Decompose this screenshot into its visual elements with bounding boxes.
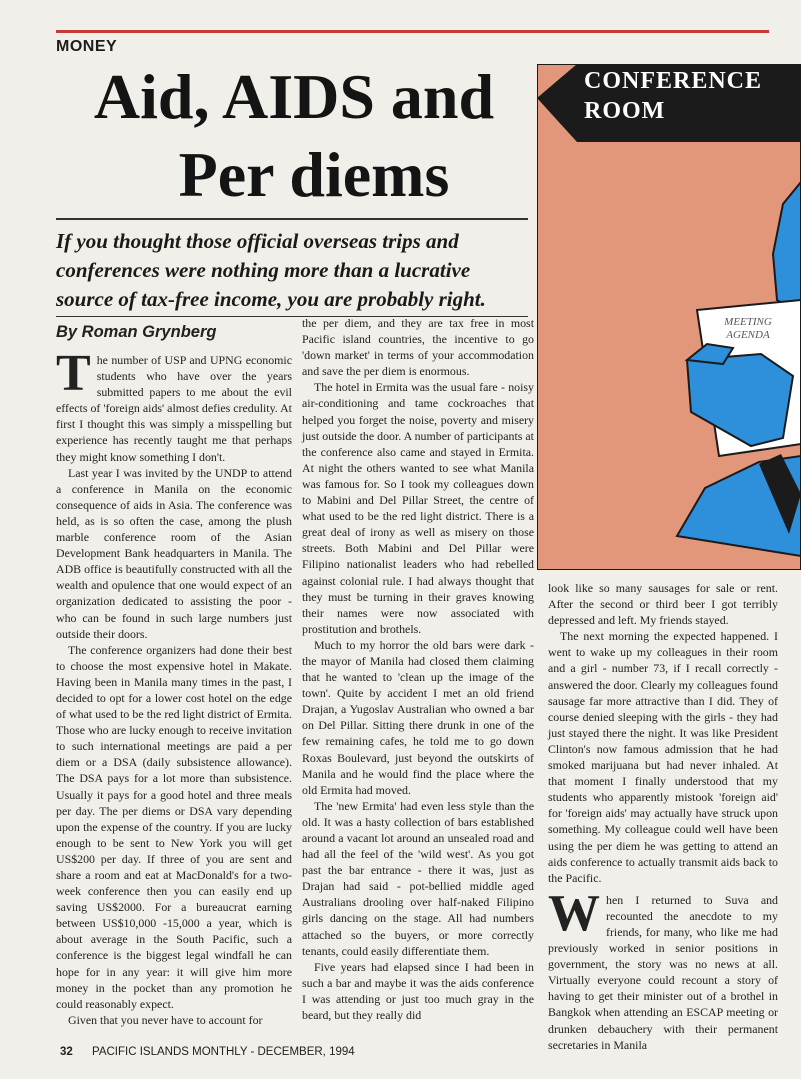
drop-cap: T [56, 345, 91, 402]
article-column-2 [302, 315, 534, 1023]
section-label: MONEY [56, 38, 118, 55]
paragraph: Given that you never have to account for [68, 1012, 263, 1027]
paragraph [56, 345, 292, 465]
paragraph: The next morning the expected happened. I went to wake up my colleagues in their room and a girl - number 73, if I recall correctly - answered the door. Clearly my colleagues found sausage far more attractive than I did. They of course denied sleeping with the girls - they had just stayed there the night. It was like President Clinton's now famous admission that he had smoked marijuana but had never inhaled. At that moment I finally understood that my students who apparently mistook 'foreign aid' for 'foreign aids' may actually have struck upon something. My colleague could well have been using the per diem he was getting to attend an aids conference to actually transmit aids back to the Pacific. [548, 629, 778, 885]
page-footer [60, 1046, 355, 1058]
headline [56, 58, 532, 214]
standfirst: If you thought those official overseas trips and conferences were nothing more than a lucrative source of tax-free income, you are probably right. [56, 229, 486, 311]
paragraph: Five years had elapsed since I had been in such a bar and maybe it was the aids conference I was attending or just too much gray in the beard, but they really did [302, 959, 534, 1023]
paragraph-text: hen I returned to Suva and recounted the anecdote to my friends, for many, who like me had previously worked in senior positions in government, the story was no news at all. Virtually everyone could recount a story of having to get their minister out of a brothel in Bangkok when attending an ESCAP meeting or drunken debauchery with their permanent secretaries in Manila [548, 892, 778, 1052]
illustration-title-line-2: ROOM [584, 98, 666, 124]
paragraph: The 'new Ermita' had even less style than the old. It was a hasty collection of bars established around a vacant lot around an unsealed road and had all the feel of the 'wild west'. As you got past the bar entrance - there it was, just as Drajan had said - pot-bellied middle aged Australians drooling over half-naked Filipino girls dancing on the stage. All had numbers attached so the buyers, or more correctly tenants, could easily differentiate them. [302, 798, 534, 958]
top-rule [56, 30, 769, 33]
agenda-label-line-1: MEETING [724, 316, 772, 328]
paragraph: Last year I was invited by the UNDP to attend a conference in Manila on the economic consequence of aids in Asia. The conference was held, as is so often the case, among the plush marble conference room of the Asian Development Bank headquarters in Manila. The ADB office is beautifully constructed with all the wealth and opulence that one would expect of an organization dedicated to assisting the poor - who can be found in such large numbers just outside their doors. [56, 465, 292, 641]
headline-line-1: Aid, AIDS and [93, 61, 495, 132]
paragraph: look like so many sausages for sale or rent. After the second or third beer I got terribly depressed and left. My friends stayed. [548, 581, 778, 628]
agenda-label-line-2: AGENDA [726, 329, 770, 341]
paragraph: The hotel in Ermita was the usual fare - noisy air-conditioning and tame cockroaches that helped you forget the noise, poverty and misery just outside the door. A number of participants at the conference also came and stayed in Ermita. At night the others wanted to see what Manila was famous for. So I took my colleagues down to Mabini and Del Pillar Street, the centre of what used to be the red light district. There is a great deal of irony as well as misery on those streets. Both Mabini and Del Pillar were Filipino nationalist leaders who had rebelled against colonial rule. I had always thought that they must be turning in their graves knowing their names were now associated with prostitution and brothels. [302, 380, 534, 636]
paragraph: Much to my horror the old bars were dark - the mayor of Manila had closed them claiming that he wanted to 'clean up the image of the town'. Quite by accident I met an old friend Drajan, a Yugoslav Australian who owned a bar on Del Pillar. Sitting there drunk in one of the few remaining cafes, he told me to go down Roxas Boulevard, just beyond the outskirts of Manila and he would find the place where the old Ermita had moved. [302, 637, 534, 797]
agenda-label [708, 316, 788, 342]
article-column-1 [56, 345, 292, 1028]
paragraph: the per diem, and they are tax free in most Pacific island countries, the incentive to go 'down market' in terms of your accommodation and save the per diem is enormous. [302, 316, 534, 379]
headline-rule [56, 218, 528, 220]
publication-info: PACIFIC ISLANDS MONTHLY - DECEMBER, 1994 [92, 1046, 355, 1058]
paragraph: The conference organizers had done their best to choose the most expensive hotel in Makate. Having been in Manila many times in the past, I decided to opt for a lower cost hotel on the edge of what used to be the red light district of Ermita. Those who are lucky enough to receive invitation to such international meetings are paid a per diem or a DSA (daily subsistence allowance). The DSA pays for a lot more than subsistence. Usually it pays for a good hotel and three meals per day. The per diems or DSA vary depending upon the expense of the country. If you are lucky enough to be sent to New York you will get US$200 per day. If three of you are sent and share a room and eat at MacDonald's for a two-week conference then you can easily end up saving US$2000. For a bureaucrat earning between US$10,000 -15,000 a year, which is about average in the South Pacific, such a conference is the biggest legal windfall he can hope for in any year: it will give him more money in the pocket than any promotion he could reasonably expect. [56, 642, 292, 1011]
byline: By Roman Grynberg [56, 323, 217, 341]
paragraph-text: he number of USP and UPNG economic students who have over the years submitted papers to me about the evil effects of 'foreign aids' almost defies credulity. At first I thought this was simply a misspelling but experience has recently taught me that perhaps they might know something I don't. [56, 353, 292, 464]
headline-line-2: Per diems [178, 139, 450, 210]
drop-cap: W [548, 884, 600, 942]
article-column-3 [548, 580, 778, 1053]
illustration-title [584, 66, 762, 126]
page-number: 32 [60, 1046, 73, 1058]
illustration-title-line-1: CONFERENCE [584, 68, 763, 94]
paragraph [548, 884, 778, 1053]
